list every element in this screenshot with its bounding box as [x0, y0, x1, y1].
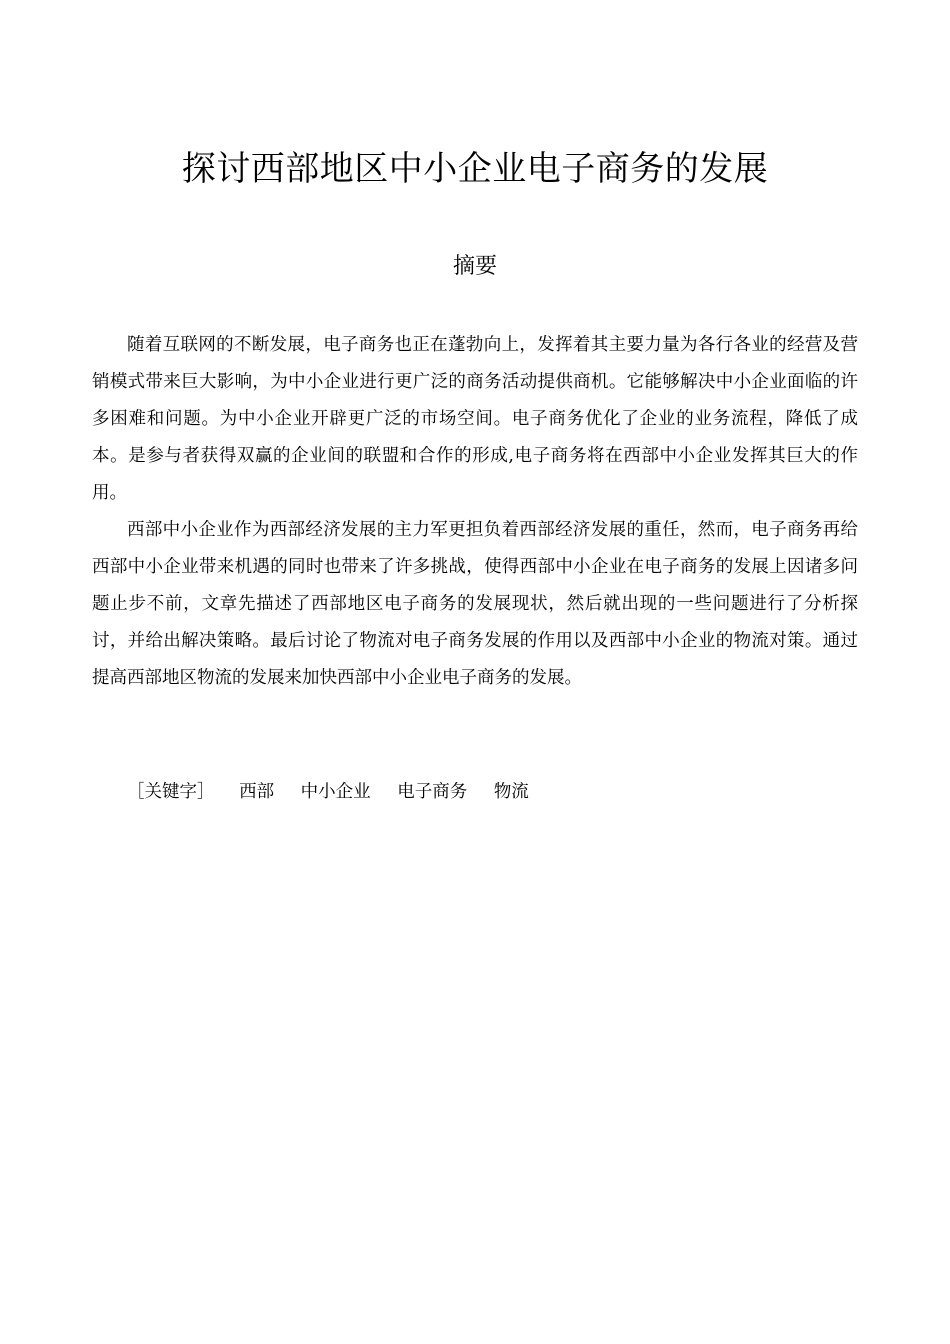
abstract-heading: 摘要 [452, 254, 497, 279]
keywords-label: ［关键字］ [127, 782, 215, 802]
keyword-item: 中小企业 [300, 782, 371, 802]
keyword-item: 西部 [239, 782, 275, 802]
document-title: 探讨西部地区中小企业电子商务的发展 [181, 149, 769, 189]
abstract-paragraph-1: 随着互联网的不断发展，电子商务也正在蓬勃向上，发挥着其主要力量为各行各业的经营及营销模式带来巨大影响，为中小企业进行更广泛的商务活动提供商机。它能够解决中小企业面临的许多困难和问题。为中小企业开辟更广泛的市场空间。电子商务优化了企业的业务流程，降低了成本。是参与者获得双赢的企业间的联盟和合作的形成,电子商务将在西部中小企业发挥其巨大的作用。 [92, 335, 858, 503]
abstract-paragraph-2: 西部中小企业作为西部经济发展的主力军更担负着西部经济发展的重任，然而，电子商务再给西部中小企业带来机遇的同时也带来了许多挑战，使得西部中小企业在电子商务的发展上因诸多问题止步不前，文章先描述了西部地区电子商务的发展现状，然后就出现的一些问题进行了分析探讨，并给出解决策略。最后讨论了物流对电子商务发展的作用以及西部中小企业的物流对策。通过提高西部地区物流的发展来加快西部中小企业电子商务的发展。 [92, 520, 858, 688]
abstract-body [92, 327, 858, 697]
keyword-item: 电子商务 [397, 782, 468, 802]
keywords-line [127, 777, 550, 807]
keyword-item: 物流 [493, 782, 529, 802]
